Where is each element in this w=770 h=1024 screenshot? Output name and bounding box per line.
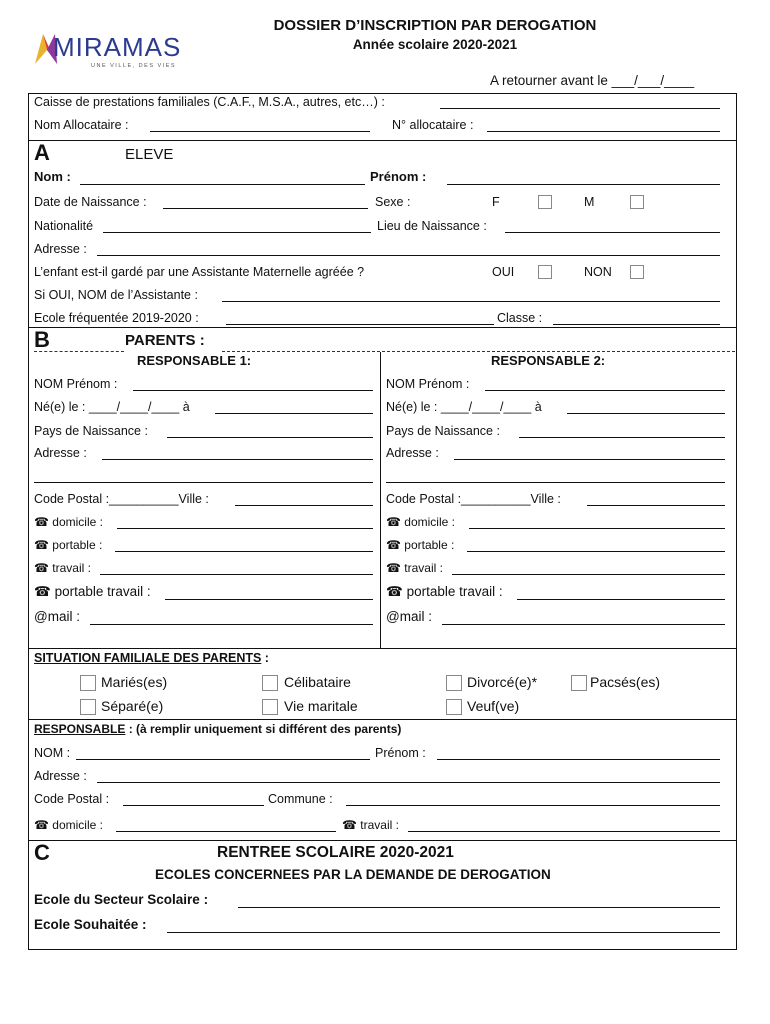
celibataire-checkbox[interactable]	[262, 675, 278, 691]
nom-allocataire-label: Nom Allocataire :	[34, 118, 129, 132]
vie-maritale-label: Vie maritale	[284, 698, 358, 714]
oui-label: OUI	[492, 265, 515, 279]
r2-domicile-field[interactable]	[469, 528, 725, 529]
situation-title-text: SITUATION FAMILIALE DES PARENTS	[34, 651, 262, 665]
resp-commune-label: Commune :	[268, 792, 333, 806]
r1-pays-field[interactable]	[167, 437, 373, 438]
adresse-label: Adresse :	[34, 242, 87, 256]
nationalite-label: Nationalité	[34, 219, 94, 233]
r1-code-postal-label: Code Postal :__________Ville :	[34, 492, 209, 506]
divider	[28, 648, 737, 649]
r2-travail-label: ☎ travail :	[386, 561, 443, 575]
oui-checkbox[interactable]	[538, 265, 552, 279]
r1-portable-travail-field[interactable]	[165, 599, 373, 600]
r2-mail-label: @mail :	[386, 609, 432, 624]
r2-adresse-field-2[interactable]	[386, 482, 725, 483]
resp-commune-field[interactable]	[346, 805, 720, 806]
page-subtitle: Année scolaire 2020-2021	[352, 37, 518, 52]
date-naissance-label: Date de Naissance :	[34, 195, 147, 209]
resp-code-postal-field[interactable]	[123, 805, 264, 806]
r2-travail-field[interactable]	[452, 574, 725, 575]
resp-nom-field[interactable]	[76, 759, 370, 760]
nationalite-field[interactable]	[103, 232, 371, 233]
ecole-secteur-field[interactable]	[238, 907, 720, 908]
ecole-souhaitee-label: Ecole Souhaitée :	[34, 917, 147, 932]
ecole-souhaitee-field[interactable]	[167, 932, 720, 933]
sexe-f-label: F	[492, 195, 500, 209]
assistante-nom-field[interactable]	[222, 301, 720, 302]
responsable-label: RESPONSABLE	[34, 722, 126, 736]
dashed-divider	[222, 351, 735, 352]
celibataire-label: Célibataire	[284, 674, 351, 690]
responsable-title	[34, 722, 401, 736]
resp-prenom-label: Prénom :	[375, 746, 426, 760]
r2-adresse-label: Adresse :	[386, 446, 439, 460]
si-oui-label: Si OUI, NOM de l’Assistante :	[34, 288, 198, 302]
r2-portable-travail-field[interactable]	[517, 599, 725, 600]
r1-pays-label: Pays de Naissance :	[34, 424, 148, 438]
r2-adresse-field[interactable]	[454, 459, 725, 460]
responsable-note: : (à remplir uniquement si différent des parents)	[125, 722, 402, 736]
divider	[28, 140, 737, 141]
lieu-naissance-field[interactable]	[505, 232, 720, 233]
non-label: NON	[584, 265, 612, 279]
section-c-title: RENTREE SCOLAIRE 2020-2021	[217, 844, 454, 861]
classe-label: Classe :	[497, 311, 543, 325]
r1-nom-prenom-field[interactable]	[133, 390, 373, 391]
eleve-prenom-field[interactable]	[447, 184, 720, 185]
logo-tagline: UNE VILLE, DES VIES	[91, 63, 177, 69]
resp-nom-label: NOM :	[34, 746, 71, 760]
num-allocataire-label: N° allocataire :	[392, 118, 474, 132]
maries-label: Mariés(es)	[101, 674, 168, 690]
r2-pays-label: Pays de Naissance :	[386, 424, 500, 438]
r2-pays-field[interactable]	[519, 437, 725, 438]
r2-lieu-field[interactable]	[567, 413, 725, 414]
situation-title	[34, 651, 269, 665]
logo-text: MIRAMAS	[53, 32, 182, 62]
eleve-nom-label: Nom :	[34, 169, 71, 184]
r1-adresse-field-2[interactable]	[34, 482, 373, 483]
eleve-prenom-label: Prénom :	[370, 169, 427, 184]
divider	[28, 327, 737, 328]
adresse-field[interactable]	[97, 255, 720, 256]
return-before: A retourner avant le ___/___/____	[490, 73, 695, 88]
resp-domicile-label: ☎ domicile :	[34, 818, 103, 832]
page-title: DOSSIER D’INSCRIPTION PAR DEROGATION	[273, 17, 597, 34]
column-divider	[380, 352, 381, 648]
r1-ne-le-label: Né(e) le : ____/____/____ à	[34, 400, 190, 414]
sexe-m-label: M	[584, 195, 595, 209]
r1-lieu-field[interactable]	[215, 413, 373, 414]
date-naissance-field[interactable]	[163, 208, 368, 209]
r1-ville-field[interactable]	[235, 505, 373, 506]
r1-travail-label: ☎ travail :	[34, 561, 91, 575]
pacses-label: Pacsés(es)	[590, 674, 661, 690]
resp-travail-field[interactable]	[408, 831, 720, 832]
r1-portable-travail-label: ☎ portable travail :	[34, 584, 151, 599]
resp-adresse-field[interactable]	[97, 782, 720, 783]
vie-maritale-checkbox[interactable]	[262, 699, 278, 715]
r1-adresse-field[interactable]	[102, 459, 373, 460]
section-c-letter: C	[34, 840, 50, 865]
r1-domicile-field[interactable]	[117, 528, 373, 529]
r1-mail-field[interactable]	[90, 624, 373, 625]
section-b-title: PARENTS :	[125, 332, 205, 349]
separe-label: Séparé(e)	[101, 698, 164, 714]
r2-portable-label: ☎ portable :	[386, 538, 455, 552]
nom-allocataire-field[interactable]	[150, 131, 370, 132]
section-a-letter: A	[34, 140, 50, 165]
caisse-label: Caisse de prestations familiales (C.A.F., M.S.A., autres, etc…) :	[34, 95, 385, 109]
r1-mail-label: @mail :	[34, 609, 80, 624]
resp-travail-label: ☎ travail :	[342, 818, 399, 832]
ecole-frequentee-field[interactable]	[226, 324, 494, 325]
veuf-checkbox[interactable]	[446, 699, 462, 715]
r2-ne-le-label: Né(e) le : ____/____/____ à	[386, 400, 542, 414]
sexe-label: Sexe :	[375, 195, 411, 209]
responsable-2-title: RESPONSABLE 2:	[491, 353, 606, 368]
pacses-checkbox[interactable]	[571, 675, 587, 691]
r2-domicile-label: ☎ domicile :	[386, 515, 455, 529]
divider	[28, 840, 737, 841]
section-a-title: ELEVE	[125, 146, 174, 163]
r1-domicile-label: ☎ domicile :	[34, 515, 103, 529]
ecole-frequentee-label: Ecole fréquentée 2019-2020 :	[34, 311, 199, 325]
miramas-logo	[33, 28, 183, 72]
r2-portable-field[interactable]	[467, 551, 725, 552]
r2-ville-field[interactable]	[587, 505, 725, 506]
separe-checkbox[interactable]	[80, 699, 96, 715]
maries-checkbox[interactable]	[80, 675, 96, 691]
resp-adresse-label: Adresse :	[34, 769, 87, 783]
veuf-label: Veuf(ve)	[467, 698, 520, 714]
r1-portable-field[interactable]	[115, 551, 373, 552]
r2-code-postal-label: Code Postal :__________Ville :	[386, 492, 561, 506]
sexe-m-checkbox[interactable]	[630, 195, 644, 209]
r1-nom-prenom-label: NOM Prénom :	[34, 377, 118, 391]
non-checkbox[interactable]	[630, 265, 644, 279]
dashed-divider	[34, 351, 124, 352]
ecole-secteur-label: Ecole du Secteur Scolaire :	[34, 892, 209, 907]
classe-field[interactable]	[553, 324, 720, 325]
eleve-nom-field[interactable]	[80, 184, 365, 185]
section-c-subtitle: ECOLES CONCERNEES PAR LA DEMANDE DE DEROGATION	[155, 867, 551, 882]
responsable-1-title: RESPONSABLE 1:	[137, 353, 252, 368]
resp-domicile-field[interactable]	[116, 831, 336, 832]
r1-portable-label: ☎ portable :	[34, 538, 103, 552]
num-allocataire-field[interactable]	[487, 131, 720, 132]
caisse-field[interactable]	[440, 108, 720, 109]
assistante-question: L’enfant est-il gardé par une Assistante Maternelle agréée ?	[34, 265, 365, 279]
situation-colon: :	[261, 651, 269, 665]
r2-mail-field[interactable]	[442, 624, 725, 625]
r2-portable-travail-label: ☎ portable travail :	[386, 584, 503, 599]
resp-code-postal-label: Code Postal :	[34, 792, 110, 806]
lieu-naissance-label: Lieu de Naissance :	[377, 219, 487, 233]
r1-travail-field[interactable]	[100, 574, 373, 575]
section-b-letter: B	[34, 327, 50, 352]
r2-nom-prenom-field[interactable]	[485, 390, 725, 391]
divorce-checkbox[interactable]	[446, 675, 462, 691]
divorce-label: Divorcé(e)*	[467, 674, 538, 690]
r2-nom-prenom-label: NOM Prénom :	[386, 377, 470, 391]
r1-adresse-label: Adresse :	[34, 446, 87, 460]
sexe-f-checkbox[interactable]	[538, 195, 552, 209]
divider	[28, 719, 737, 720]
resp-prenom-field[interactable]	[437, 759, 720, 760]
